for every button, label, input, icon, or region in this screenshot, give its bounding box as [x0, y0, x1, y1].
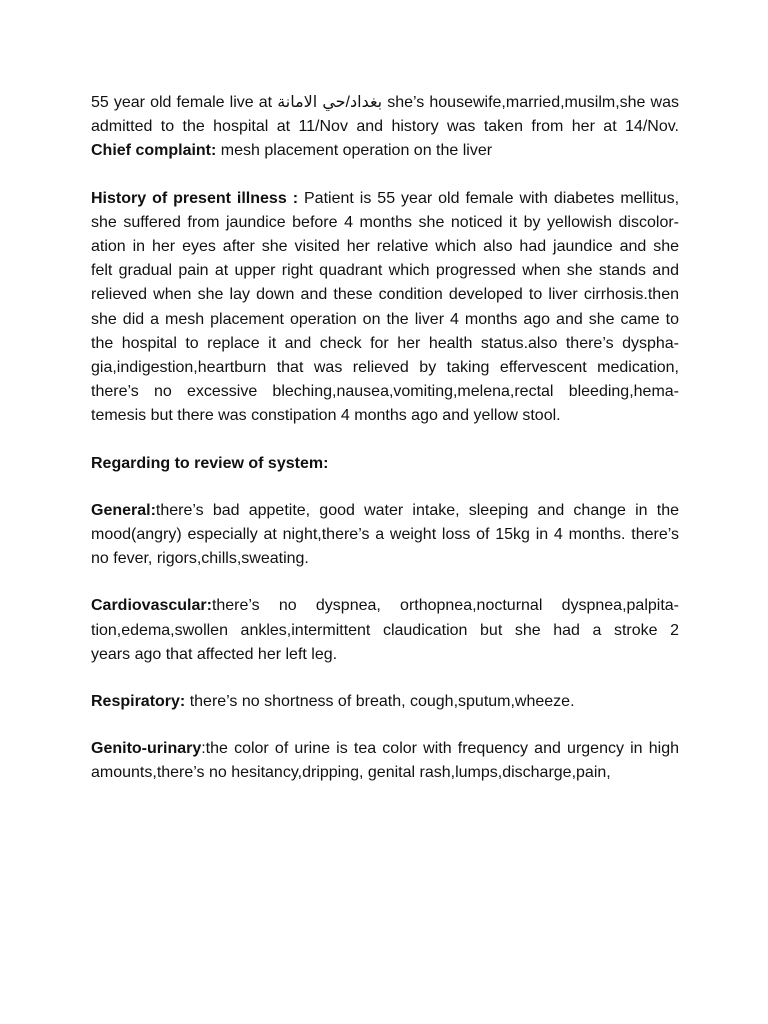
cardiovascular-line-2: tion,edema,swollen ankles,intermittent claudication but she had a stroke 2: [91, 621, 679, 639]
intro-paragraph: [91, 91, 679, 164]
cardiovascular-label: Cardiovascular:: [91, 597, 212, 615]
chief-complaint-text: mesh placement operation on the liver: [216, 142, 493, 160]
document-body: [91, 91, 679, 786]
chief-complaint-label: Chief complaint:: [91, 142, 217, 160]
hpi-line: relieved when she lay down and these condition developed to liver cirrhosis.then: [91, 286, 679, 304]
hpi-line: temesis but there was constipation 4 months ago and yellow stool.: [91, 407, 561, 425]
intro-text-before: 55 year old female live at: [91, 94, 278, 111]
respiratory-paragraph: [91, 690, 679, 714]
ros-heading-paragraph: [91, 452, 679, 476]
chief-complaint-line: [91, 139, 679, 163]
spacer: [91, 476, 679, 499]
general-label: General:: [91, 501, 156, 519]
arabic-location: بغداد/حي الامانة: [277, 94, 383, 111]
cardiovascular-line-1: [91, 594, 679, 618]
spacer: [91, 571, 679, 594]
general-paragraph: [91, 499, 679, 572]
general-text: there’s bad appetite, good water intake, sleeping and change in the: [155, 501, 679, 519]
spacer: [91, 714, 679, 737]
genito-urinary-paragraph: [91, 737, 679, 785]
spacer: [91, 429, 679, 452]
hpi-line: gia,indigestion,heartburn that was relieved by taking effervescent medication,: [91, 359, 679, 377]
genito-urinary-text: :the color of urine is tea color with frequency and urgency in high: [201, 740, 679, 758]
respiratory-label: Respiratory:: [91, 693, 186, 711]
general-line-3: no fever, rigors,chills,sweating.: [91, 550, 309, 568]
hpi-label: History of present illness :: [91, 189, 299, 207]
respiratory-text: there’s no shortness of breath, cough,sputum,wheeze.: [185, 693, 575, 711]
hpi-line-1: [91, 187, 679, 211]
hpi-paragraph: [91, 187, 679, 429]
cardiovascular-line-3: years ago that affected her left leg.: [91, 645, 338, 663]
hpi-line: the hospital to replace it and check for her health status.also there’s dyspha-: [91, 334, 679, 352]
general-line-2: mood(angry) especially at night,there’s a weight loss of 15kg in 4 months. there’s: [91, 526, 679, 544]
intro-text-after: she’s housewife,married,musilm,she was: [382, 94, 679, 111]
cardiovascular-text: there’s no dyspnea, orthopnea,nocturnal dyspnea,palpita-: [211, 597, 679, 615]
cardiovascular-paragraph: [91, 594, 679, 667]
hpi-line: there’s no excessive bleching,nausea,vomiting,melena,rectal bleeding,hema-: [91, 383, 679, 401]
spacer: [91, 667, 679, 690]
spacer: [91, 164, 679, 187]
genito-urinary-label: Genito-urinary: [91, 740, 202, 758]
hpi-line: she suffered from jaundice before 4 months she noticed it by yellowish discolor-: [91, 213, 679, 231]
genito-urinary-line-2: amounts,there’s no hesitancy,dripping, genital rash,lumps,discharge,pain,: [91, 764, 611, 782]
ros-heading: Regarding to review of system:: [91, 454, 329, 472]
hpi-line: felt gradual pain at upper right quadrant which progressed when she stands and: [91, 262, 679, 280]
intro-line-2: admitted to the hospital at 11/Nov and history was taken from her at 14/Nov.: [91, 118, 679, 136]
genito-urinary-line-1: [91, 737, 679, 761]
hpi-line: she did a mesh placement operation on the liver 4 months ago and she came to: [91, 310, 679, 328]
general-line-1: [91, 499, 679, 523]
hpi-text: Patient is 55 year old female with diabetes mellitus,: [298, 189, 680, 207]
intro-line-1: [91, 91, 679, 115]
respiratory-line: [91, 690, 679, 714]
hpi-line: ation in her eyes after she visited her relative which also had jaundice and she: [91, 238, 679, 256]
